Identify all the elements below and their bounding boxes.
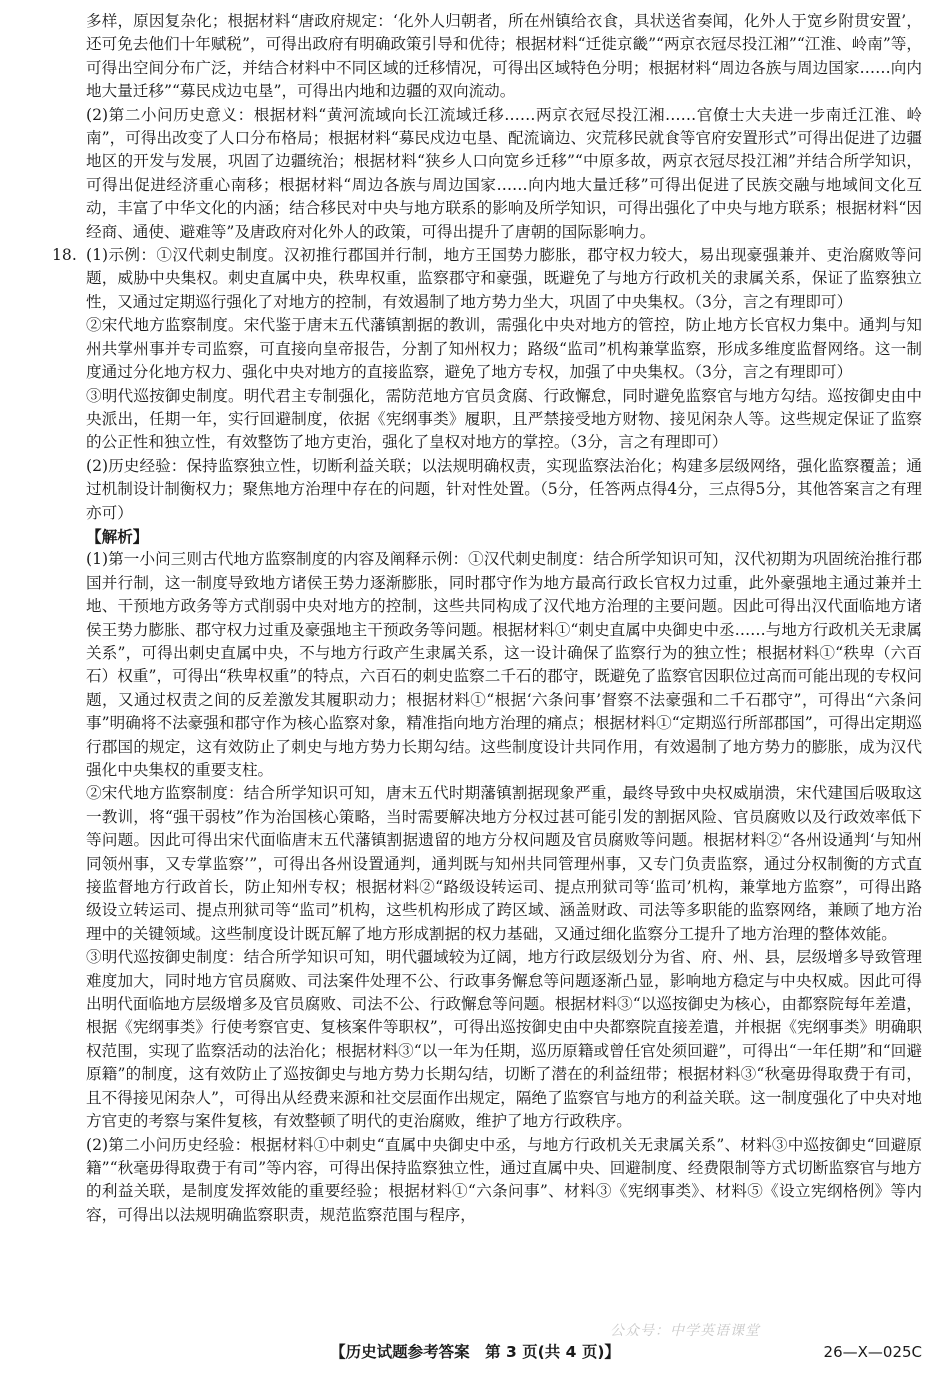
paragraph: ③明代巡按御史制度：结合所学知识可知，明代疆域较为辽阔，地方行政层级划分为省、府、州、县，层级增多导致管理难度加大，同时地方官员腐败、司法案件处理不公、行政事务懈怠等问题逐渐凸显，影响地方稳定与中央权威。因此可得出明代面临地方层级增多及官员腐败、司法不公、行政懈怠等问题。根据材料③“以巡按御史为核心，由都察院每年差遣，根据《宪纲事类》行使考察官吏、复核案件等职权”，可得出巡按御史由中央都察院直接差遣，并根据《宪纲事类》明确职权范围，实现了监察活动的法治化；根据材料③“以一年为任期，巡历原籍或曾任官处须回避”，可得出“一年任期”和“回避原籍”的制度，这有效防止了巡按御史与地方势力长期勾结，切断了潜在的利益纽带；根据材料③“秋毫毋得取费于有司，且不得接见闲杂人”，可得出从经费来源和社交层面作出规定，隔绝了监察官与地方的利益关联。这一制度强化了中央对地方官吏的考察与案件复核，有效整顿了明代的吏治腐败，维护了地方行政秩序。: [86, 948, 922, 1131]
paragraph: (1)示例：①汉代刺史制度。汉初推行郡国并行制，地方王国势力膨胀，郡守权力较大，易出现豪强兼并、吏治腐败等问题，威胁中央集权。刺史直属中央，秩卑权重，监察郡守和豪强，既避免了与地方行政机关的隶属关系，保证了监察独立性，又通过定期巡行强化了对地方的控制，有效遏制了地方势力坐大，巩固了中央集权。（3分，言之有理即可）: [86, 246, 922, 311]
paragraph: ②宋代地方监察制度：结合所学知识可知，唐末五代时期藩镇割据现象严重，最终导致中央权威崩溃，宋代建国后吸取这一教训，将“强干弱枝”作为治国核心策略，当时需要解决地方分权过甚可能引发的割据风险、官员腐败以及行政效率低下等问题。因此可得出宋代面临唐末五代藩镇割据遗留的地方分权问题及官员腐败等问题。根据材料②“各州设通判‘与知州同领州事，又专掌监察’”，可得出各州设置通判，通判既与知州共同管理州事，又专门负责监察，通过分权制衡的方式直接监督地方行政首长，防止知州专权；根据材料②“路级设转运司、提点刑狱司等‘监司’机构，兼掌地方监察”，可得出路级设立转运司、提点刑狱司等“监司”机构，这些机构形成了跨区域、涵盖财政、司法等多职能的监察网络，兼顾了地方治理中的关键领域。这些制度设计既瓦解了地方形成割据的权力基础，又通过细化监察分工提升了地方治理的整体效能。: [86, 784, 922, 943]
footer-page-info: 【历史试题参考答案 第 3 页(共 4 页)】: [330, 1343, 620, 1361]
paragraph: (2)第二小问历史意义：根据材料“黄河流域向长江流域迁移……两京衣冠尽投江湘……官僚士大夫进一步南迁江淮、岭南”，可得出改变了人口分布格局；根据材料“募民戍边屯垦、配流谪边、灾荒移民就食等官府安置形式”可得出促进了边疆地区的开发与发展，巩固了边疆统治；根据材料“狭乡人口向宽乡迁移”“中原多故，两京衣冠尽投江湘”并结合所学知识，可得出促进经济重心南移；根据材料“周边各族与周边国家……向内地大量迁移”可得出促进了民族交融与地域间文化互动，丰富了中华文化的内涵；结合移民对中央与地方联系的影响及所学知识，可得出强化了中央与地方联系；根据材料“因经商、通使、避难等”及唐政府对化外人的政策，可得出提升了唐朝的国际影响力。: [86, 105, 922, 241]
footer-code: 26—X—025C: [823, 1343, 922, 1361]
paragraph: (2)第二小问历史经验：根据材料①中刺史“直属中央御史中丞，与地方行政机关无隶属关系”、材料③中巡按御史“回避原籍”“秋毫毋得取费于有司”等内容，可得出保持监察独立性，通过直属中央、回避制度、经费限制等方式切断监察官与地方的利益关联，是制度发挥效能的重要经验；根据材料①“六条问事”、材料③《宪纲事类》、材料⑤《设立宪纲格例》等内容，可得出以法规明确监察职责，规范监察范围与程序，: [86, 1135, 922, 1224]
paragraph: ②宋代地方监察制度。宋代鉴于唐末五代藩镇割据的教训，需强化中央对地方的管控，防止地方长官权力集中。通判与知州共掌州事并专司监察，可直接向皇帝报告，分割了知州权力；路级“监司”机构兼掌监察，形成多维度监督网络。这一制度通过分化地方权力、强化中央对地方的直接监察，避免了地方专权，加强了中央集权。（3分，言之有理即可）: [86, 316, 922, 382]
analysis-label: 【解析】: [86, 526, 149, 546]
watermark: 公众号：中学英语课堂: [610, 1323, 760, 1339]
paragraph: 多样，原因复杂化；根据材料“唐政府规定：‘化外人归朝者，所在州镇给衣食，具状送省奏闻，化外人于宽乡附贯安置’，还可免去他们十年赋税”，可得出政府有明确政策引导和优待；根据材料“迁徙京畿”“两京衣冠尽投江湘”“江淮、岭南”等，可得出空间分布广泛，并结合材料中不同区域的迁移情况，可得出区域特色分明；根据材料“周边各族与周边国家……向内地大量迁移”“募民戍边屯垦”，可得出内地和边疆的双向流动。: [86, 12, 922, 101]
paragraph: (2)历史经验：保持监察独立性，切断利益关联；以法规明确权责，实现监察法治化；构建多层级网络，强化监察覆盖；通过机制设计制衡权力；聚焦地方治理中存在的问题，针对性处置。（5分，任答两点得4分，三点得5分，其他答案言之有理亦可）: [86, 456, 922, 522]
question-number: 18.: [52, 246, 77, 265]
page-footer: [0, 1340, 950, 1364]
paragraph: ③明代巡按御史制度。明代君主专制强化，需防范地方官员贪腐、行政懈怠，同时避免监察官与地方勾结。巡按御史由中央派出，任期一年，实行回避制度，依据《宪纲事类》履职，且严禁接受地方财物、接见闲杂人等。这些规定保证了监察的公正性和独立性，有效整饬了地方吏治，强化了皇权对地方的掌控。（3分，言之有理即可）: [86, 386, 922, 452]
paragraph: (1)第一小问三则古代地方监察制度的内容及阐释示例：①汉代刺史制度：结合所学知识可知，汉代初期为巩固统治推行郡国并行制，这一制度导致地方诸侯王势力逐渐膨胀，同时郡守作为地方最高行政长官权力过重，此外豪强地主通过兼并土地、干预地方政务等方式削弱中央对地方的控制，这些共同构成了汉代地方治理的主要问题。因此可得出汉代面临地方诸侯王势力膨胀、郡守权力过重及豪强地主干预政务等问题。根据材料①“刺史直属中央御史中丞……与地方行政机关无隶属关系”，可得出刺史直属中央，不与地方行政产生隶属关系，这一设计确保了监察行为的独立性；根据材料①“秩卑（六百石）权重”，可得出“秩卑权重”的特点，六百石的刺史监察二千石的郡守，既避免了监察官因职位过高而可能出现的专权问题，又通过权责之间的反差激发其履职动力；根据材料①“根据‘六条问事’督察不法豪强和二千石郡守”，可得出“六条问事”明确将不法豪强和郡守作为核心监察对象，精准指向地方治理的痛点；根据材料①“定期巡行所部郡国”，可得出定期巡行郡国的规定，这有效防止了刺史与地方势力长期勾结。这些制度设计共同作用，有效遏制了地方势力的膨胀，成为汉代强化中央集权的重要支柱。: [86, 550, 922, 779]
document-page: [52, 10, 922, 1335]
question-18: [52, 244, 922, 314]
